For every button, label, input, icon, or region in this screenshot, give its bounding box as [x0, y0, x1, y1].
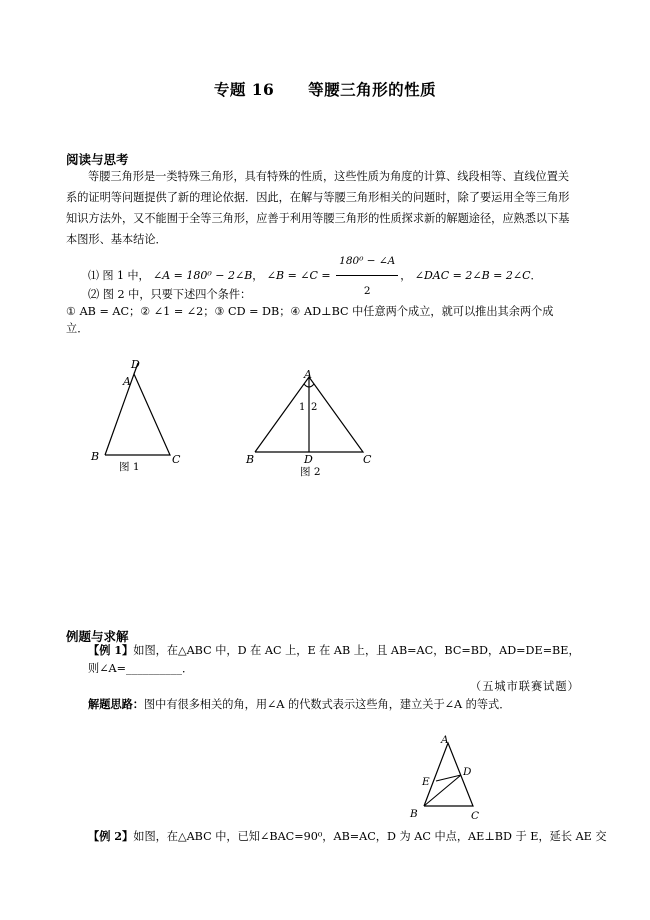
intro-line-1: 等腰三角形是一类特殊三角形，具有特殊的性质，这些性质为角度的计算、线段相等、直线位置关: [88, 170, 570, 183]
item1-label: ⑴ 图 1 中，: [88, 269, 150, 282]
fig2-label-d: D: [304, 453, 313, 466]
figure-3-triangle: [405, 733, 495, 825]
fig3-label-e: E: [422, 776, 430, 788]
title-prefix: 专题: [213, 80, 246, 99]
separator: ，: [252, 269, 264, 282]
fig2-label-a: A: [304, 368, 312, 381]
page-title: [0, 78, 650, 100]
section-heading-reading: 阅读与思考: [66, 152, 129, 167]
example-1-tag: 【例 1】: [88, 643, 134, 657]
formula-angle-dac: ∠DAC = 2∠B = 2∠C: [414, 269, 531, 282]
intro-paragraph: [66, 166, 596, 250]
formula-angle-a: ∠A = 180⁰ − 2∠B: [153, 269, 253, 282]
example-2-line1: [88, 826, 607, 847]
fig1-label-c: C: [172, 453, 181, 466]
formula-angle-b-left: ∠B = ∠C =: [266, 269, 331, 282]
conclusion-item-2-line1: ⑵ 图 2 中，只要下述四个条件：: [88, 288, 252, 301]
fig1-label-d: D: [131, 358, 140, 371]
fig2-caption: 图 2: [300, 466, 321, 478]
example-1-source: （五城市联赛试题）: [470, 680, 580, 693]
fig3-label-b: B: [410, 808, 418, 820]
example-1-hint: [88, 694, 510, 715]
figure-2-triangle: [240, 365, 380, 480]
example-2-tag: 【例 2】: [88, 829, 134, 843]
fig1-label-a: A: [123, 375, 131, 388]
fig2-label-b: B: [246, 453, 255, 466]
fig2-label-c: C: [363, 453, 372, 466]
hint-text: 图中有很多相关的角，用∠A 的代数式表示这些角，建立关于∠A 的等式．: [143, 698, 511, 711]
hint-label: 解题思路：: [88, 697, 144, 711]
period: ．: [530, 269, 542, 282]
fraction-numerator: 180⁰ − ∠A: [336, 248, 398, 276]
fig3-label-a: A: [441, 734, 449, 746]
separator: ，: [400, 269, 412, 282]
intro-line-3: 知识方法外，又不能囿于全等三角形，应善于利用等腰三角形的性质探求新的解题途径，应熟悉以下基: [66, 212, 570, 225]
title-name: 等腰三角形的性质: [308, 80, 437, 99]
section-heading-examples: 例题与求解: [66, 629, 129, 644]
fraction-denominator: 2: [363, 285, 371, 297]
intro-line-2: 系的证明等问题提供了新的理论依据．因此，在解与等腰三角形相关的问题时，除了要运用全等三角形: [66, 191, 570, 204]
fig2-angle-1: 1: [299, 402, 306, 413]
conclusion-item-2-line2: ① AB = AC；② ∠1 = ∠2；③ CD = DB；④ AD⊥BC 中任意两个成立，就可以推出其余两个成: [66, 305, 554, 318]
figure-1-triangle: [85, 355, 195, 475]
title-number: 16: [251, 80, 275, 99]
fig3-label-c: C: [471, 810, 480, 822]
example-1-blank: 则∠A=__________．: [88, 662, 194, 675]
fraction: [336, 248, 398, 304]
conclusion-item-2-line3: 立．: [66, 322, 89, 335]
fig1-caption: 图 1: [119, 461, 140, 473]
fig1-label-b: B: [91, 450, 100, 463]
example-1-text: 如图，在△ABC 中，D 在 AC 上，E 在 AB 上，且 AB=AC，BC=BD，AD=DE=BE，: [133, 644, 580, 657]
intro-line-4: 本图形、基本结论．: [66, 233, 167, 246]
fig3-label-d: D: [463, 766, 472, 778]
example-2-text: 如图，在△ABC 中，已知∠BAC=90⁰，AB=AC，D 为 AC 中点，AE⊥BD 于 E，延长 AE 交: [133, 830, 607, 843]
fig2-angle-2: 2: [311, 402, 318, 413]
